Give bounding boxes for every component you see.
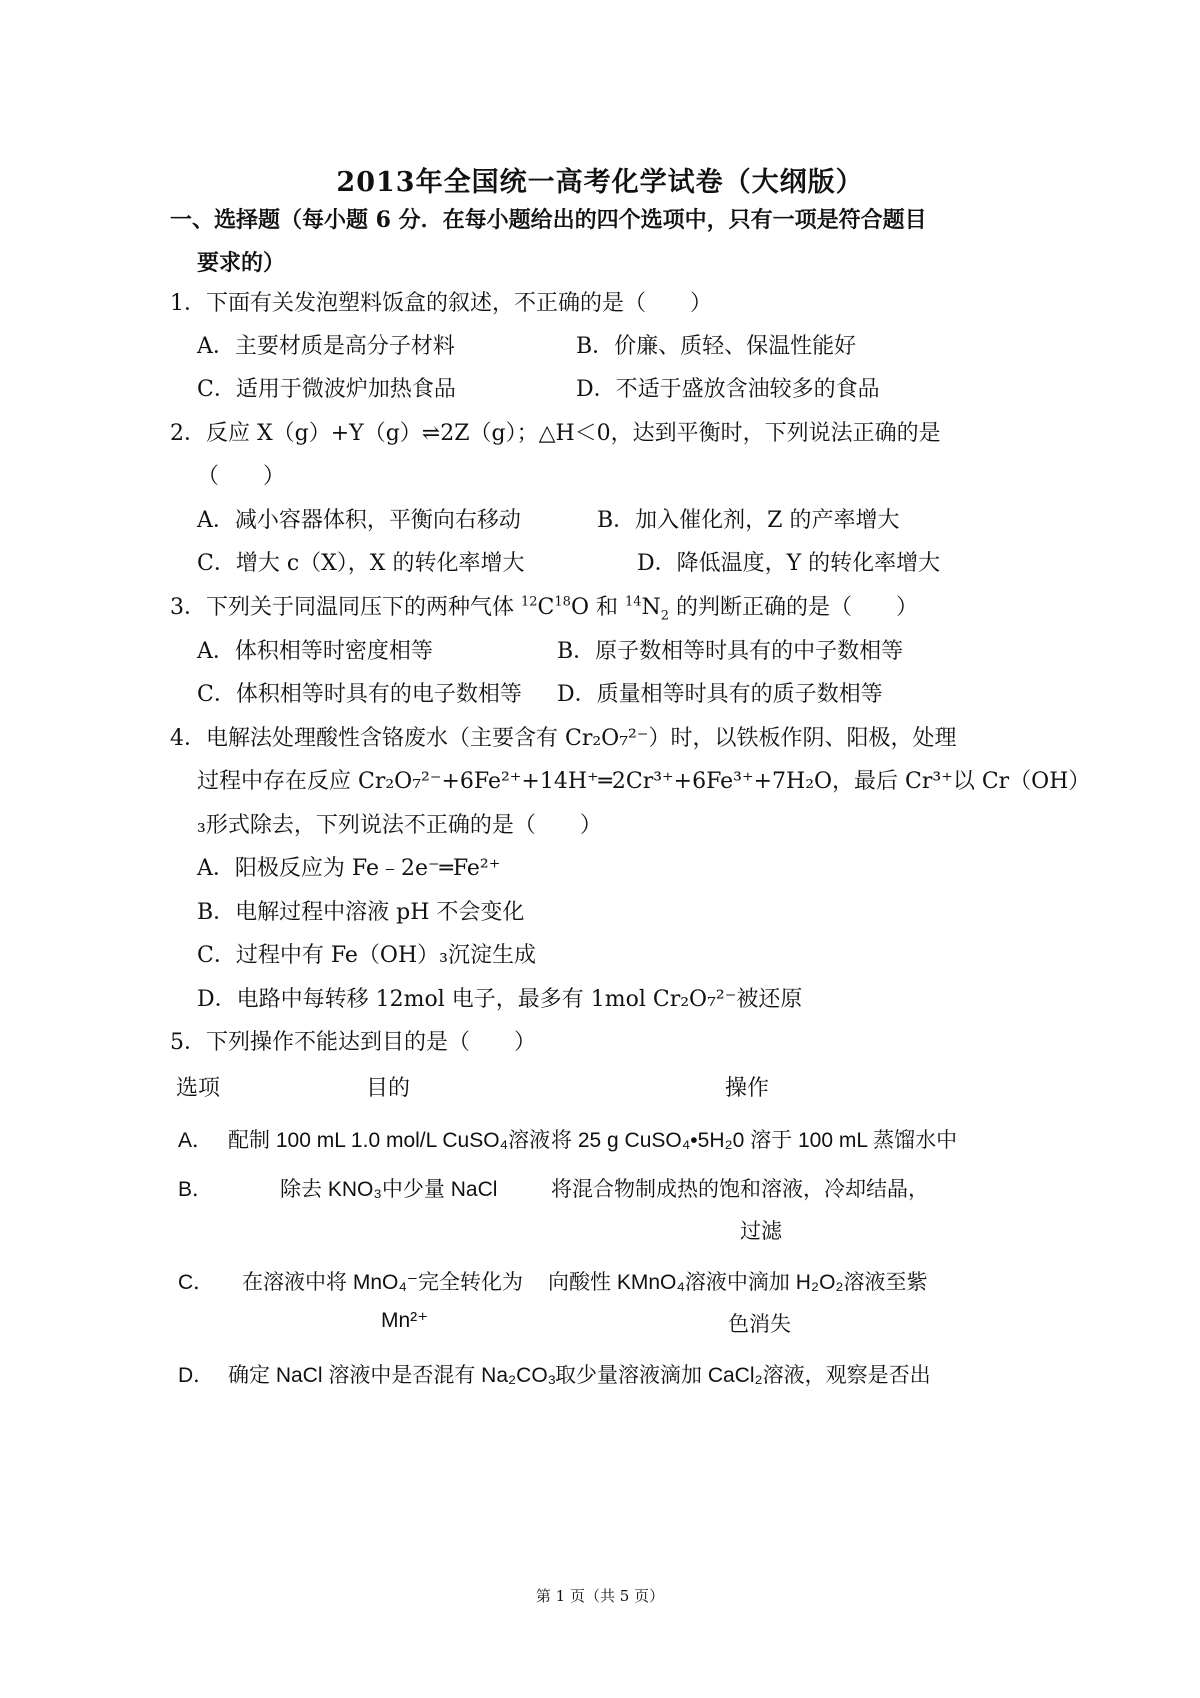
question-2-stem: 2．反应 X（g）+Y（g）⇌2Z（g）；△H＜0，达到平衡时，下列说法正确的是 [170, 421, 941, 446]
question-2-option-b: B．加入催化剂，Z 的产率增大 [597, 508, 900, 533]
table-row-option: B． [178, 1178, 214, 1201]
question-4-stem-line2: 过程中存在反应 Cr₂O₇²⁻+6Fe²⁺+14H⁺═2Cr³⁺+6Fe³⁺+7H₂O，最后 Cr³⁺以 Cr（OH） [197, 769, 1091, 794]
page-footer: 第 1 页（共 5 页） [535, 1587, 665, 1605]
table-row-purpose: 在溶液中将 MnO₄⁻完全转化为 [242, 1271, 523, 1294]
table-row-option: C． [178, 1271, 215, 1294]
table-row-operation: 取少量溶液滴加 CaCl₂溶液，观察是否出 [555, 1364, 931, 1387]
question-4-option-a: A．阳极反应为 Fe﹣2e⁻═Fe²⁺ [197, 856, 501, 881]
section-heading: 一、选择题（每小题 6 分．在每小题给出的四个选项中，只有一项是符合题目 [170, 207, 927, 233]
section-heading-cont: 要求的） [197, 250, 286, 276]
table-row-operation-cont: 过滤 [740, 1220, 782, 1243]
table-row-purpose: 除去 KNO₃中少量 NaCl [280, 1178, 498, 1201]
table-row-option: D． [178, 1364, 215, 1387]
question-3-option-b: B．原子数相等时具有的中子数相等 [557, 639, 904, 664]
question-1-option-a: A．主要材质是高分子材料 [197, 334, 455, 359]
table-header-option: 选项 [176, 1076, 221, 1101]
question-1-option-b: B．价廉、质轻、保温性能好 [576, 334, 857, 359]
question-3-option-c: C．体积相等时具有的电子数相等 [197, 682, 522, 707]
table-row-purpose-cont: Mn²⁺ [381, 1309, 429, 1332]
question-3-stem: 3．下列关于同温同压下的两种气体 $^{12}C^{18}O$ 和 $^{14}N_2$ 的判断正确的是（ ） [170, 594, 919, 624]
table-row-operation: 将 25 g CuSO₄•5H₂0 溶于 100 mL 蒸馏水中 [551, 1129, 958, 1152]
table-row-purpose: 确定 NaCl 溶液中是否混有 Na₂CO₃ [228, 1364, 557, 1387]
question-4-option-c: C．过程中有 Fe（OH）₃沉淀生成 [197, 943, 536, 968]
question-4-stem: 4．电解法处理酸性含铬废水（主要含有 Cr₂O₇²⁻）时，以铁板作阴、阳极，处理 [170, 726, 957, 751]
question-3-option-a: A．体积相等时密度相等 [197, 639, 433, 664]
question-4-option-b: B．电解过程中溶液 pH 不会变化 [197, 900, 525, 925]
table-header-operation: 操作 [725, 1076, 770, 1101]
table-row-option: A． [178, 1129, 214, 1152]
table-row-operation: 向酸性 KMnO₄溶液中滴加 H₂O₂溶液至紫 [548, 1271, 928, 1294]
question-1-option-d: D．不适于盛放含油较多的食品 [576, 377, 880, 402]
table-row-operation: 将混合物制成热的饱和溶液，冷却结晶， [551, 1178, 929, 1201]
question-4-option-d: D．电路中每转移 12mol 电子，最多有 1mol Cr₂O₇²⁻被还原 [197, 987, 803, 1012]
question-2-paren: （ ） [197, 464, 286, 489]
question-2-option-c: C．增大 c（X），X 的转化率增大 [197, 551, 525, 576]
question-1-stem: 1．下面有关发泡塑料饭盒的叙述，不正确的是（ ） [170, 291, 712, 316]
page-title: 2013年全国统一高考化学试卷（大纲版） [336, 167, 864, 198]
question-2-option-d: D．降低温度，Y 的转化率增大 [637, 551, 941, 576]
question-1-option-c: C．适用于微波炉加热食品 [197, 377, 456, 402]
table-header-purpose: 目的 [366, 1076, 411, 1101]
table-row-purpose: 配制 100 mL 1.0 mol/L CuSO₄溶液 [228, 1129, 551, 1152]
question-3-option-d: D．质量相等时具有的质子数相等 [557, 682, 883, 707]
table-row-operation-cont: 色消失 [728, 1313, 791, 1336]
question-2-option-a: A．减小容器体积，平衡向右移动 [197, 508, 521, 533]
question-4-stem-line3: ₃形式除去，下列说法不正确的是（ ） [197, 813, 602, 838]
question-5-stem: 5．下列操作不能达到目的是（ ） [170, 1030, 536, 1055]
